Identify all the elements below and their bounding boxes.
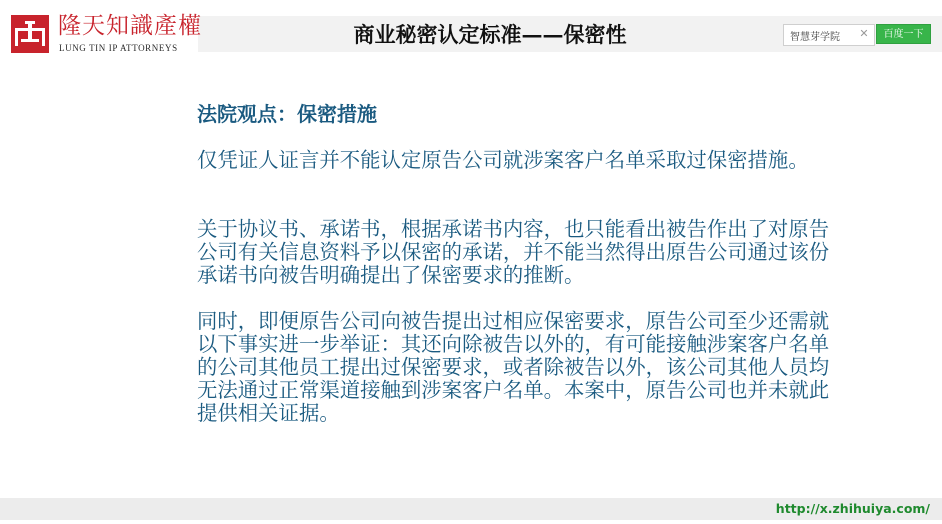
search-box[interactable] [783,24,875,46]
search-button[interactable]: 百度一下 [876,24,931,44]
footer-url[interactable]: http://x.zhihuiya.com/ [775,501,930,516]
close-icon[interactable]: ✕ [859,27,869,40]
paragraph-3: 同时，即便原告公司向被告提出过相应保密要求，原告公司至少还需就以下事实进一步举证：其还向除被告以外的，有可能接触涉案客户名单的公司其他员工提出过保密要求，或者除被告以外，该公司其他人员均无法通过正常渠道接触到涉案客户名单。本案中，原告公司也并未就此提供相关证据。 [197,309,830,425]
logo [8,13,202,55]
logo-name-cn: 隆天知識產權 [58,13,202,39]
header [0,0,942,58]
search-input[interactable] [790,25,854,45]
paragraph-2: 关于协议书、承诺书，根据承诺书内容，也只能看出被告作出了对原告公司有关信息资料予以保密的承诺，并不能当然得出原告公司通过该份承诺书向被告明确提出了保密要求的推断。 [197,217,830,287]
paragraph-1: 仅凭证人证言并不能认定原告公司就涉案客户名单采取过保密措施。 [197,148,809,172]
logo-mark-icon [11,15,49,53]
page-title: 商业秘密认定标准——保密性 [353,22,627,47]
section-heading: 法院观点：保密措施 [197,102,377,126]
logo-name-en: LUNG TIN IP ATTORNEYS [59,43,178,53]
